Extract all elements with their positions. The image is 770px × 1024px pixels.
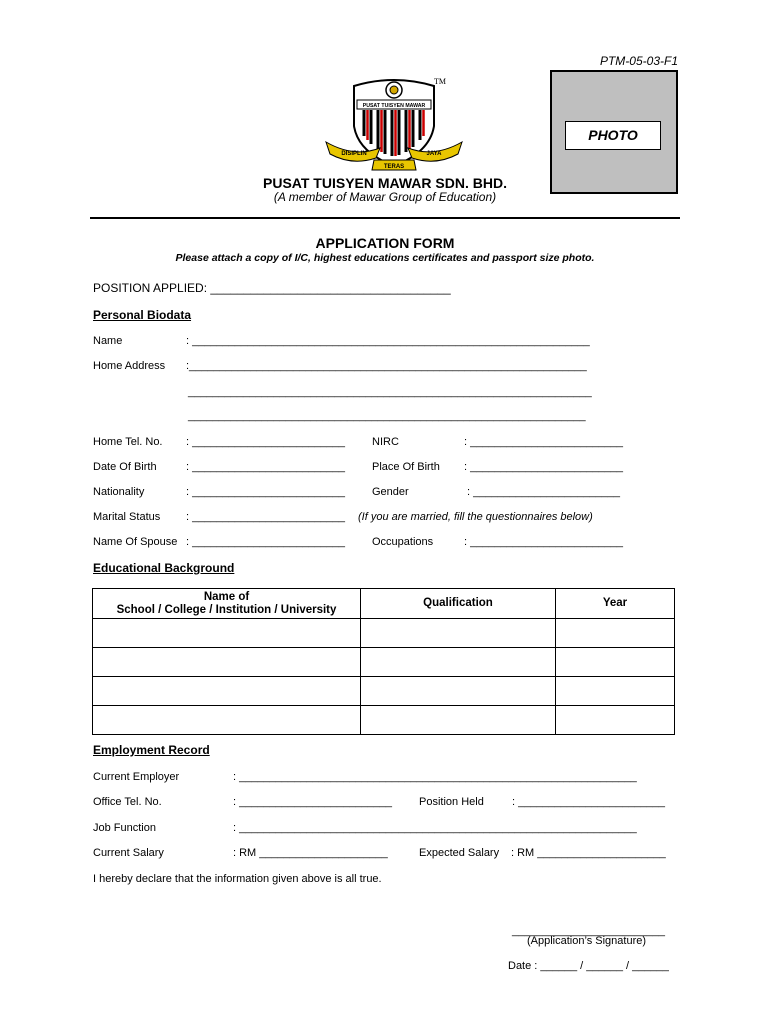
position-applied-field[interactable]: POSITION APPLIED: ____________________________________ — [93, 281, 451, 295]
declaration-text: I hereby declare that the information given above is all true. — [93, 873, 382, 885]
education-col-institution-line2: School / College / Institution / University — [116, 603, 337, 616]
table-cell[interactable] — [93, 648, 361, 677]
logo-ribbon-right-text: JAYA — [426, 151, 442, 157]
current-employer-field[interactable]: : _________________________________________________________________ — [233, 771, 637, 783]
home-address-label: Home Address — [93, 360, 166, 372]
position-held-label: Position Held — [419, 796, 484, 808]
marital-status-label: Marital Status — [93, 511, 161, 523]
education-table-header — [93, 589, 675, 619]
logo-banner-text: PUSAT TUISYEN MAWAR — [362, 103, 426, 109]
education-table — [92, 588, 675, 735]
education-col-qualification: Qualification — [361, 589, 556, 619]
table-row — [93, 619, 675, 648]
office-tel-label: Office Tel. No. — [93, 796, 162, 808]
office-tel-field[interactable]: : _________________________ — [233, 796, 393, 808]
position-held-field[interactable]: : ________________________ — [512, 796, 665, 808]
nationality-label: Nationality — [93, 486, 145, 498]
education-col-institution-line1: Name of — [203, 590, 250, 603]
date-field[interactable]: Date : ______ / ______ / ______ — [508, 960, 669, 972]
table-row — [93, 648, 675, 677]
gender-field[interactable]: : ________________________ — [467, 486, 620, 498]
signature-label: (Application’s Signature) — [527, 935, 647, 947]
table-cell[interactable] — [556, 706, 675, 735]
home-address-field-1[interactable]: :_________________________________________________________________ — [186, 360, 587, 372]
photo-label: PHOTO — [565, 121, 661, 150]
company-name: PUSAT TUISYEN MAWAR SDN. BHD. — [263, 175, 507, 191]
table-cell[interactable] — [556, 619, 675, 648]
table-cell[interactable] — [361, 619, 556, 648]
logo-ribbon-bottom-text: TERAS — [383, 164, 405, 170]
table-cell[interactable] — [361, 648, 556, 677]
education-col-institution — [93, 589, 361, 619]
home-address-field-2[interactable]: __________________________________________________________________ — [188, 386, 592, 398]
table-cell[interactable] — [556, 677, 675, 706]
home-tel-label: Home Tel. No. — [93, 436, 163, 448]
expected-salary-field[interactable]: : RM _____________________ — [511, 847, 666, 859]
table-cell[interactable] — [556, 648, 675, 677]
education-heading: Educational Background — [93, 561, 235, 575]
signature-line[interactable]: _________________________ — [512, 925, 665, 937]
name-field[interactable]: : _________________________________________________________________ — [186, 335, 590, 347]
table-row — [93, 677, 675, 706]
employment-heading: Employment Record — [93, 743, 210, 757]
doc-code-text: PTM-05-03-F1 — [599, 54, 678, 68]
occupation-field[interactable]: : _________________________ — [464, 536, 624, 548]
table-row — [93, 706, 675, 735]
job-function-label: Job Function — [93, 822, 156, 834]
occupation-label: Occupations — [372, 536, 434, 548]
nirc-label: NIRC — [372, 436, 399, 448]
personal-biodata-heading: Personal Biodata — [93, 308, 192, 322]
current-salary-field[interactable]: : RM _____________________ — [233, 847, 388, 859]
spouse-label: Name Of Spouse — [93, 536, 178, 548]
place-of-birth-field[interactable]: : _________________________ — [464, 461, 624, 473]
form-title: APPLICATION FORM — [315, 235, 455, 251]
current-salary-label: Current Salary — [93, 847, 164, 859]
home-tel-field[interactable]: : _________________________ — [186, 436, 346, 448]
dob-field[interactable]: : _________________________ — [186, 461, 346, 473]
marital-status-field[interactable]: : _________________________ — [186, 511, 346, 523]
company-logo — [318, 62, 458, 170]
spouse-field[interactable]: : _________________________ — [186, 536, 346, 548]
table-cell[interactable] — [93, 619, 361, 648]
header-divider — [90, 217, 680, 219]
table-cell[interactable] — [361, 677, 556, 706]
nirc-field[interactable]: : _________________________ — [464, 436, 624, 448]
table-cell[interactable] — [93, 677, 361, 706]
gender-label: Gender — [372, 486, 409, 498]
instruction-text: Please attach a copy of I/C, highest educations certificates and passport size photo. — [175, 252, 595, 264]
logo-ribbon-left-text: DISIPLIN — [341, 151, 367, 157]
current-employer-label: Current Employer — [93, 771, 180, 783]
logo-tm-mark: TM — [434, 77, 447, 86]
name-label: Name — [93, 335, 123, 347]
dob-label: Date Of Birth — [93, 461, 157, 473]
expected-salary-label: Expected Salary — [419, 847, 500, 859]
place-of-birth-label: Place Of Birth — [372, 461, 440, 473]
education-col-year: Year — [556, 589, 675, 619]
nationality-field[interactable]: : _________________________ — [186, 486, 346, 498]
home-address-field-3[interactable]: _________________________________________________________________ — [188, 410, 586, 422]
table-cell[interactable] — [93, 706, 361, 735]
job-function-field[interactable]: : _________________________________________________________________ — [233, 822, 637, 834]
marital-note: (If you are married, fill the questionnaires below) — [358, 511, 593, 523]
company-member-line: (A member of Mawar Group of Education) — [273, 190, 497, 204]
table-cell[interactable] — [361, 706, 556, 735]
logo-crest-icon — [324, 74, 464, 176]
